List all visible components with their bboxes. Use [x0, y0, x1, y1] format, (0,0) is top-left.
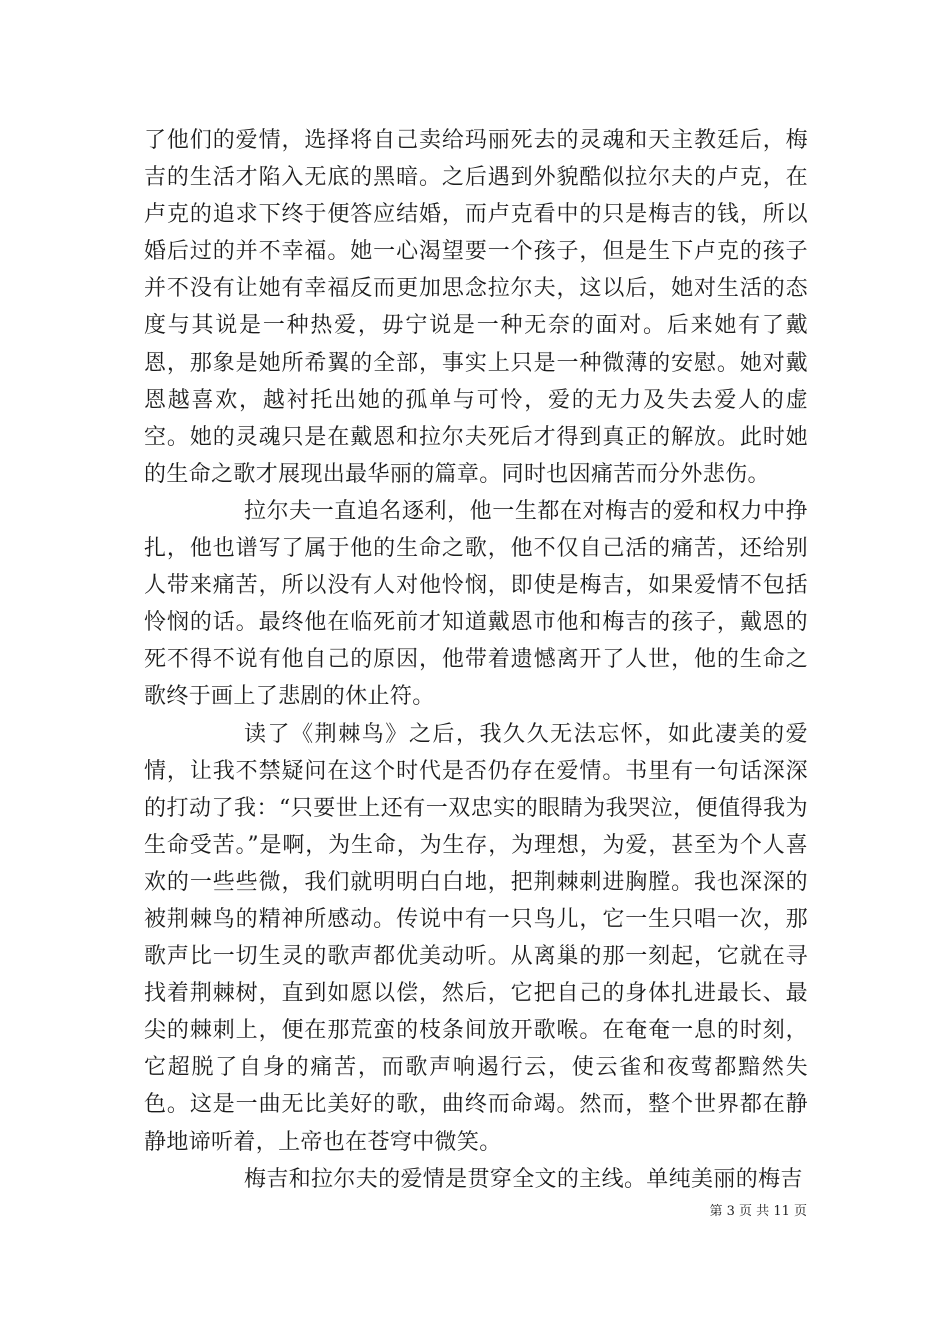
- paragraph-4: 梅吉和拉尔夫的爱情是贯穿全文的主线。单纯美丽的梅吉: [244, 1166, 803, 1192]
- paragraph-2: 拉尔夫一直追名逐利，他一生都在对梅吉的爱和权力中挣扎，他也谱写了属于他的生命之歌，他不仅自己活的痛苦，还给别人带来痛苦，所以没有人对他怜悯，即使是梅吉，如果爱情不包括怜悯的话。最终他在临死前才知道戴恩市他和梅吉的孩子，戴恩的死不得不说有他自己的原因，他带着遗憾离开了人世，他的生命之歌终于画上了悲剧的休止符。: [144, 498, 808, 710]
- paragraph-3: 读了《荆棘鸟》之后，我久久无法忘怀，如此凄美的爱情，让我不禁疑问在这个时代是否仍存在爱情。书里有一句话深深的打动了我：“只要世上还有一双忠实的眼睛为我哭泣，便值得我为生命受苦。”是啊，为生命，为生存，为理想，为爱，甚至为个人喜欢的一些些微，我们就明明白白地，把荆棘刺进胸膛。我也深深的被荆棘鸟的精神所感动。传说中有一只鸟儿，它一生只唱一次，那歌声比一切生灵的歌声都优美动听。从离巢的那一刻起，它就在寻找着荆棘树，直到如愿以偿，然后，它把自己的身体扎进最长、最尖的棘刺上，便在那荒蛮的枝条间放开歌喉。在奄奄一息的时刻，它超脱了自身的痛苦，而歌声响遏行云，使云雀和夜莺都黯然失色。这是一曲无比美好的歌，曲终而命竭。然而，整个世界都在静静地谛听着，上帝也在苍穹中微笑。: [144, 721, 808, 1155]
- paragraph-1: 了他们的爱情，选择将自己卖给玛丽死去的灵魂和天主教廷后，梅吉的生活才陷入无底的黑暗。之后遇到外貌酷似拉尔夫的卢克，在卢克的追求下终于便答应结婚，而卢克看中的只是梅吉的钱，所以婚后过的并不幸福。她一心渴望要一个孩子，但是生下卢克的孩子并不没有让她有幸福反而更加思念拉尔夫，这以后，她对生活的态度与其说是一种热爱，毋宁说是一种无奈的面对。后来她有了戴恩，那象是她所希翼的全部，事实上只是一种微薄的安慰。她对戴恩越喜欢，越衬托出她的孤单与可怜，爱的无力及失去爱人的虚空。她的灵魂只是在戴恩和拉尔夫死后才得到真正的解放。此时她的生命之歌才展现出最华丽的篇章。同时也因痛苦而分外悲伤。: [144, 128, 808, 487]
- page-number-footer: 第 3 页 共 11 页: [709, 1204, 807, 1219]
- page-body: [144, 122, 808, 1198]
